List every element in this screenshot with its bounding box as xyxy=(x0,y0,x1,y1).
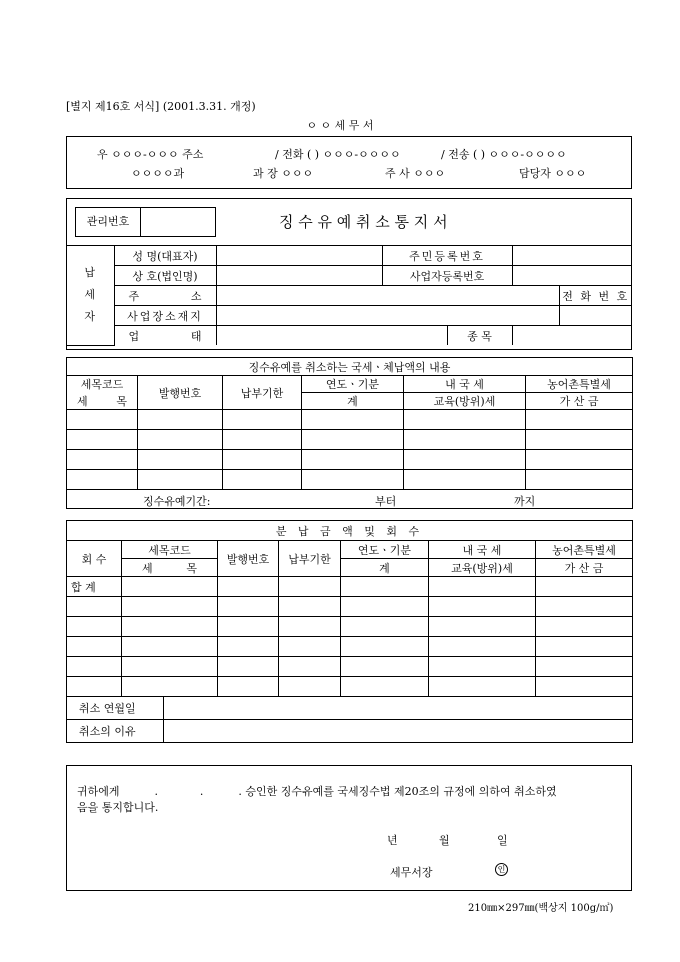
office-chief: 과 장 ㅇㅇㅇ xyxy=(253,167,314,180)
table-row xyxy=(67,597,633,617)
date-day: 일 xyxy=(497,834,508,847)
s1-national-header: 내 국 세 xyxy=(404,376,526,393)
table-row xyxy=(67,617,633,637)
item-label: 종 목 xyxy=(447,326,512,346)
notice-title: 징 수 유 예 취 소 통 지 서 xyxy=(279,213,448,231)
s1-year-header: 연도ㆍ기분 xyxy=(302,376,404,393)
s1-item-header: 세 목 xyxy=(67,393,138,410)
deferral-period-row xyxy=(67,490,633,509)
cancel-reason-value[interactable] xyxy=(164,720,633,743)
paper-size-note: 210㎜×297㎜(백상지 100g/㎡) xyxy=(468,903,614,914)
s1-rural-header: 농어촌특별세 xyxy=(526,376,633,393)
deferral-from: 부터 xyxy=(375,495,397,508)
s2-edu-header: 교육(방위)세 xyxy=(429,559,536,577)
table-row xyxy=(67,470,633,490)
mgmt-number-label: 관리번호 xyxy=(76,208,141,236)
biz-location-label: 사업장소재지 xyxy=(114,306,216,326)
business-type-value[interactable] xyxy=(216,326,447,346)
mgmt-number-box xyxy=(75,207,216,237)
resident-no-label: 주민등록번호 xyxy=(382,246,512,266)
biz-reg-no-label: 사업자등록번호 xyxy=(382,266,512,286)
notice-box xyxy=(66,198,632,350)
table-row xyxy=(67,677,633,697)
taxpayer-table xyxy=(66,245,632,346)
s1-issue-no-header: 발행번호 xyxy=(138,376,223,410)
s2-due-header: 납부기한 xyxy=(279,541,341,577)
biz-reg-no-value[interactable] xyxy=(512,266,632,286)
phone-value[interactable] xyxy=(559,306,632,326)
notice-text-line2: 음을 통지합니다. xyxy=(77,801,159,814)
deferral-to: 까지 xyxy=(514,495,536,508)
table-row xyxy=(67,430,633,450)
s1-add-header: 가 산 금 xyxy=(526,393,633,410)
cancel-date-label: 취소 연월일 xyxy=(67,697,164,720)
notice-text-line1: 귀하에게 . . . 승인한 징수유예를 국세징수법 제20조의 규정에 의하여 취소하였 xyxy=(77,785,557,798)
name-label: 성 명(대표자) xyxy=(114,246,216,266)
cancel-tax-table xyxy=(66,357,633,509)
s2-rural-header: 농어촌특별세 xyxy=(536,541,633,559)
cancel-date-value[interactable] xyxy=(164,697,633,720)
s2-add-header: 가 산 금 xyxy=(536,559,633,577)
form-tag: [별지 제16호 서식] (2001.3.31. 개정) xyxy=(66,100,256,113)
s1-total-header: 계 xyxy=(302,393,404,410)
office-contact: 담당자 ㅇㅇㅇ xyxy=(519,167,587,180)
office-dept: ㅇㅇㅇㅇ과 xyxy=(131,167,185,180)
trade-name-label: 상 호(법인명) xyxy=(114,266,216,286)
sum-label: 합 계 xyxy=(67,577,122,597)
item-value[interactable] xyxy=(512,326,632,346)
date-month: 월 xyxy=(439,834,450,847)
biz-location-value[interactable] xyxy=(216,306,559,326)
resident-no-value[interactable] xyxy=(512,246,632,266)
seal-mark: 인 xyxy=(495,863,508,876)
business-type-label: 업 태 xyxy=(114,326,216,346)
s1-due-header: 납부기한 xyxy=(223,376,302,410)
table-row xyxy=(67,657,633,677)
s2-taxcode-header: 세목코드 xyxy=(122,541,218,559)
office-info-box xyxy=(66,136,632,189)
name-value[interactable] xyxy=(216,246,382,266)
office-address: 우 ㅇㅇㅇ-ㅇㅇㅇ 주소 xyxy=(97,148,204,161)
table-row xyxy=(67,410,633,430)
s2-issue-no-header: 발행번호 xyxy=(218,541,279,577)
deferral-period-label: 징수유예기간: xyxy=(143,495,211,508)
table-row xyxy=(67,450,633,470)
signer-title: 세무서장 xyxy=(390,866,433,879)
office-fax: / 전송 ( ) ㅇㅇㅇ-ㅇㅇㅇㅇ xyxy=(441,148,567,161)
address-value[interactable] xyxy=(216,286,559,306)
installment-table xyxy=(66,520,633,743)
s1-edu-header: 교육(방위)세 xyxy=(404,393,526,410)
office-officer: 주 사 ㅇㅇㅇ xyxy=(385,167,446,180)
s2-national-header: 내 국 세 xyxy=(429,541,536,559)
s2-count-header: 회 수 xyxy=(67,541,122,577)
section1-title: 징수유예를 취소하는 국세ㆍ체납액의 내용 xyxy=(67,358,633,376)
office-title: ㅇ ㅇ 세 무 서 xyxy=(306,119,374,132)
date-year: 년 xyxy=(387,834,398,847)
table-row xyxy=(67,577,633,597)
address-label: 주 소 xyxy=(114,286,216,306)
table-row xyxy=(67,637,633,657)
footer-notice-box xyxy=(66,765,632,891)
section2-title: 분 납 금 액 및 회 수 xyxy=(67,521,633,541)
s2-item-header: 세 목 xyxy=(122,559,218,577)
office-phone: / 전화 ( ) ㅇㅇㅇ-ㅇㅇㅇㅇ xyxy=(275,148,401,161)
phone-label: 전 화 번 호 xyxy=(559,286,632,306)
s1-taxcode-header: 세목코드 xyxy=(67,376,138,393)
trade-name-value[interactable] xyxy=(216,266,382,286)
s2-total-header: 계 xyxy=(341,559,429,577)
taxpayer-side-label: 납 세 자 xyxy=(66,246,114,346)
s2-year-header: 연도ㆍ기분 xyxy=(341,541,429,559)
cancel-reason-label: 취소의 이유 xyxy=(67,720,164,743)
